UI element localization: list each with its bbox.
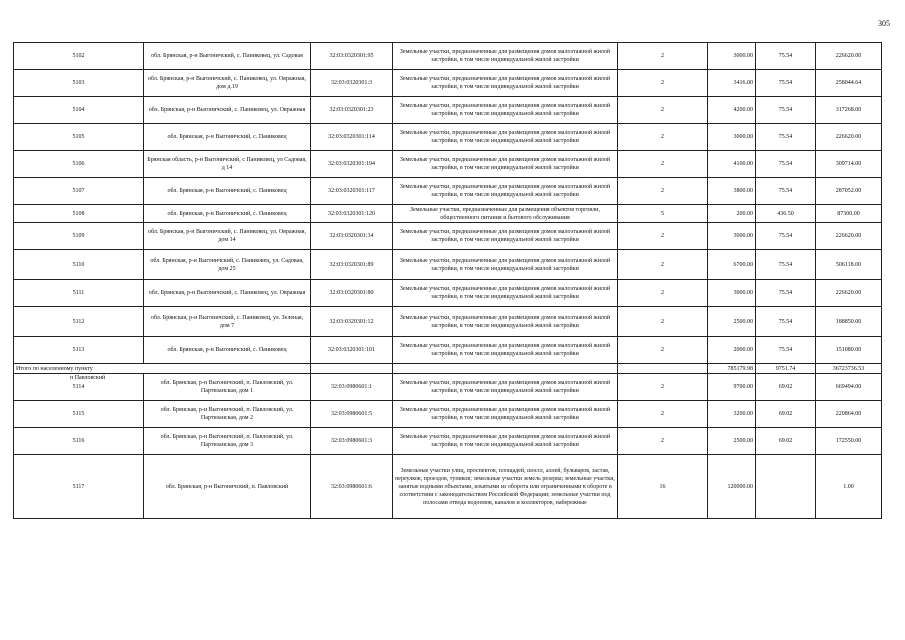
row-land-use-type: Земельные участки, предназначенные для размещения домов малоэтажной жилой застройки, в том числе индивидуальной жилой застройки (393, 337, 618, 364)
row-address: обл. Брянская, р-н Выгоничский, с. Паниковец (144, 178, 311, 205)
rows-group-b (14, 374, 882, 519)
row-number: 5105 (14, 124, 144, 151)
row-area: 4200.00 (708, 97, 756, 124)
table-row (14, 223, 882, 250)
total-empty-1 (311, 364, 393, 374)
total-value: 36723736.53 (816, 364, 882, 374)
row-specific-value: 69.02 (756, 428, 816, 455)
row-group-code: 2 (618, 250, 708, 280)
row-area: 3000.00 (708, 124, 756, 151)
row-land-use-type: Земельные участки, предназначенные для размещения домов малоэтажной жилой застройки, в том числе индивидуальной жилой застройки (393, 223, 618, 250)
table-row (14, 151, 882, 178)
row-land-use-type: Земельные участки, предназначенные для размещения домов малоэтажной жилой застройки, в том числе индивидуальной жилой застройки (393, 307, 618, 337)
row-number: 5110 (14, 250, 144, 280)
row-land-use-type: Земельные участки, предназначенные для размещения домов малоэтажной жилой застройки, в том числе индивидуальной жилой застройки (393, 124, 618, 151)
row-cadastral-number: 32:03:0320301:80 (311, 280, 393, 307)
row-number: 5104 (14, 97, 144, 124)
row-group-code: 2 (618, 124, 708, 151)
row-land-use-type: Земельные участки, предназначенные для размещения домов малоэтажной жилой застройки, в том числе индивидуальной жилой застройки (393, 374, 618, 401)
land-register-table (13, 42, 882, 519)
row-cadastral-number: 32:03:0980601:1 (311, 374, 393, 401)
row-area: 2000.00 (708, 337, 756, 364)
row-group-code: 16 (618, 455, 708, 519)
rows-group-a (14, 43, 882, 364)
row-address: обл. Брянская, р-н Выгоничский, с. Паниковец, ул. Овражная, дом д.19 (144, 70, 311, 97)
row-specific-value: 75.54 (756, 178, 816, 205)
row-specific-value: 75.54 (756, 124, 816, 151)
row-specific-value: 75.54 (756, 307, 816, 337)
table-row (14, 280, 882, 307)
row-cadastral-number: 32:03:0320301:23 (311, 97, 393, 124)
table-row (14, 97, 882, 124)
row-address: обл. Брянская, р-н Выгоничский, с. Паниковец, ул. Овражная, дом 14 (144, 223, 311, 250)
row-land-use-type: Земельные участки, предназначенные для размещения домов малоэтажной жилой застройки, в том числе индивидуальной жилой застройки (393, 97, 618, 124)
row-land-use-type: Земельные участки, предназначенные для размещения домов малоэтажной жилой застройки, в том числе индивидуальной жилой застройки (393, 151, 618, 178)
table-row (14, 70, 882, 97)
row-cadastral-number: 32:03:0320301:89 (311, 250, 393, 280)
row-address: обл. Брянская, р-н Выгоничский, с. Паниковец, ул. Овражная (144, 280, 311, 307)
total-area: 785179.98 (708, 364, 756, 374)
row-cadastral-value: 172550.00 (816, 428, 882, 455)
row-cadastral-value: 188850.00 (816, 307, 882, 337)
row-group-code: 2 (618, 337, 708, 364)
row-specific-value: 75.54 (756, 223, 816, 250)
row-area: 3000.00 (708, 280, 756, 307)
row-cadastral-number: 32:03:0320301:34 (311, 223, 393, 250)
row-group-code: 5 (618, 205, 708, 223)
row-number: 5113 (14, 337, 144, 364)
row-specific-value: 69.02 (756, 374, 816, 401)
total-empty-3 (618, 364, 708, 374)
row-number: 5109 (14, 223, 144, 250)
row-number: 5111 (14, 280, 144, 307)
row-area: 2500.00 (708, 307, 756, 337)
row-land-use-type: Земельные участки улиц, проспектов, площадей, шоссе, аллей, бульваров, застав, переулков, проездов, тупиков; земельные участки земель резерва; земельные участки, занятые водными объектами, изъятыми из оборота или ограниченными в обороте в соответствии с законодательством Российской Федерации; земельные участки под полосами отвода водоемов, каналов и коллекторов, набережные (393, 455, 618, 519)
row-specific-value (756, 455, 816, 519)
row-specific-value: 75.54 (756, 70, 816, 97)
row-specific-value: 75.54 (756, 151, 816, 178)
total-label: Итого по населенному пункту (14, 364, 311, 374)
page-number: 305 (878, 19, 890, 28)
row-address: обл. Брянская, р-н Выгоничский, п. Павловский, ул. Партизанская, дом 1 (144, 374, 311, 401)
row-cadastral-number: 32:03:0980601:3 (311, 428, 393, 455)
row-cadastral-value: 287052.00 (816, 178, 882, 205)
row-cadastral-number: 32:03:0980601:6 (311, 455, 393, 519)
row-cadastral-number: 32:03:0320301:101 (311, 337, 393, 364)
row-area: 3200.00 (708, 401, 756, 428)
row-cadastral-number: 32:03:0320301:114 (311, 124, 393, 151)
row-cadastral-value: 87300.00 (816, 205, 882, 223)
row-specific-value: 75.54 (756, 97, 816, 124)
row-land-use-type: Земельные участки, предназначенные для размещения домов малоэтажной жилой застройки, в том числе индивидуальной жилой застройки (393, 428, 618, 455)
row-land-use-type: Земельные участки, предназначенные для размещения домов малоэтажной жилой застройки, в том числе индивидуальной жилой застройки (393, 43, 618, 70)
table-row (14, 178, 882, 205)
total-group (14, 364, 882, 374)
row-address: обл. Брянская, р-н Выгоничский, п. Павловский, ул. Партизанская, дом 2 (144, 401, 311, 428)
row-cadastral-number: 32:03:0320301:3 (311, 70, 393, 97)
row-area: 6700.00 (708, 250, 756, 280)
total-empty-2 (393, 364, 618, 374)
table-row (14, 401, 882, 428)
row-cadastral-number: 32:03:0320301:117 (311, 178, 393, 205)
row-land-use-type: Земельные участки, предназначенные для размещения домов малоэтажной жилой застройки, в том числе индивидуальной жилой застройки (393, 70, 618, 97)
table-row (14, 205, 882, 223)
row-area: 120000.00 (708, 455, 756, 519)
table-row (14, 307, 882, 337)
row-number: 5115 (14, 401, 144, 428)
row-land-use-type: Земельные участки, предназначенные для размещения домов малоэтажной жилой застройки, в том числе индивидуальной жилой застройки (393, 401, 618, 428)
row-area: 200.00 (708, 205, 756, 223)
row-specific-value: 75.54 (756, 280, 816, 307)
row-number: 5114 (14, 374, 144, 401)
row-group-code: 2 (618, 43, 708, 70)
row-address: обл. Брянская, р-н Выгоничский, с. Паниковец, ул. Садовая, дом 25 (144, 250, 311, 280)
row-address: обл. Брянская, р-н Выгоничский, с. Паниковец (144, 337, 311, 364)
row-land-use-type: Земельные участки, предназначенные для размещения домов малоэтажной жилой застройки, в том числе индивидуальной жилой застройки (393, 250, 618, 280)
row-specific-value: 69.02 (756, 401, 816, 428)
row-cadastral-value: 506118.00 (816, 250, 882, 280)
row-cadastral-value: 226620.00 (816, 280, 882, 307)
row-group-code: 2 (618, 70, 708, 97)
row-cadastral-number: 32:03:0320301:194 (311, 151, 393, 178)
row-specific-value: 75.54 (756, 337, 816, 364)
row-number: 5102 (14, 43, 144, 70)
row-cadastral-value: 309714.00 (816, 151, 882, 178)
row-number: 5108 (14, 205, 144, 223)
row-group-code: 2 (618, 428, 708, 455)
row-land-use-type: Земельные участки, предназначенные для размещения домов малоэтажной жилой застройки, в том числе индивидуальной жилой застройки (393, 280, 618, 307)
row-group-code: 2 (618, 401, 708, 428)
row-number: 5103 (14, 70, 144, 97)
row-cadastral-value: 1.00 (816, 455, 882, 519)
row-cadastral-value: 226620.00 (816, 43, 882, 70)
row-cadastral-value: 258044.64 (816, 70, 882, 97)
row-specific-value: 436.50 (756, 205, 816, 223)
row-cadastral-number: 32:03:0320301:120 (311, 205, 393, 223)
total-rate: 9751.74 (756, 364, 816, 374)
locality-caption: п Павловский (70, 374, 106, 381)
row-address: обл. Брянская, р-н Выгоничский, п. Павловский (144, 455, 311, 519)
row-address: Брянская область, р-н Выгоничский, с Паниковец, ул Садовая, д 14 (144, 151, 311, 178)
row-address: обл. Брянская, р-н Выгоничский, с. Паниковец (144, 205, 311, 223)
row-specific-value: 75.54 (756, 43, 816, 70)
row-area: 2500.00 (708, 428, 756, 455)
table-row (14, 337, 882, 364)
row-address: обл. Брянская, р-н Выгоничский, с. Паниковец (144, 124, 311, 151)
row-address: обл. Брянская, р-н Выгоничский, с. Паниковец, ул. Овражная (144, 97, 311, 124)
row-number: 5112 (14, 307, 144, 337)
total-row (14, 364, 882, 374)
row-area: 4100.00 (708, 151, 756, 178)
row-cadastral-value: 226620.00 (816, 223, 882, 250)
row-area: 3000.00 (708, 223, 756, 250)
row-group-code: 2 (618, 178, 708, 205)
row-group-code: 2 (618, 151, 708, 178)
table-row (14, 124, 882, 151)
row-cadastral-number: 32:03:0980601:5 (311, 401, 393, 428)
row-number: 5106 (14, 151, 144, 178)
row-group-code: 2 (618, 280, 708, 307)
row-specific-value: 75.54 (756, 250, 816, 280)
row-group-code: 2 (618, 307, 708, 337)
row-cadastral-value: 151080.00 (816, 337, 882, 364)
table-row (14, 428, 882, 455)
row-cadastral-value: 669494.00 (816, 374, 882, 401)
row-group-code: 2 (618, 97, 708, 124)
row-cadastral-number: 32:03:0320301:12 (311, 307, 393, 337)
row-cadastral-value: 220864.00 (816, 401, 882, 428)
row-address: обл. Брянская, р-н Выгоничский, с. Паниковец, ул. Зеленая, дом 7 (144, 307, 311, 337)
row-cadastral-value: 317268.00 (816, 97, 882, 124)
row-area: 3800.00 (708, 178, 756, 205)
row-area: 9700.00 (708, 374, 756, 401)
row-group-code: 2 (618, 223, 708, 250)
row-number: 5116 (14, 428, 144, 455)
row-group-code: 2 (618, 374, 708, 401)
row-address: обл. Брянская, р-н Выгоничский, с. Паниковец, ул. Садовая (144, 43, 311, 70)
table-row (14, 455, 882, 519)
row-cadastral-value: 226620.00 (816, 124, 882, 151)
row-area: 3416.00 (708, 70, 756, 97)
row-address: обл. Брянская, р-н Выгоничский, п. Павловский, ул. Партизанская, дом 3 (144, 428, 311, 455)
row-number: 5107 (14, 178, 144, 205)
row-area: 3000.00 (708, 43, 756, 70)
row-number: 5117 (14, 455, 144, 519)
row-cadastral-number: 32:03:0320301:95 (311, 43, 393, 70)
table-row (14, 374, 882, 401)
table-row (14, 250, 882, 280)
table-row (14, 43, 882, 70)
row-land-use-type: Земельные участки, предназначенные для размещения домов малоэтажной жилой застройки, в том числе индивидуальной жилой застройки (393, 178, 618, 205)
row-land-use-type: Земельные участки, предназначенные для размещения объектов торговли, общественного питания и бытового обслуживания (393, 205, 618, 223)
